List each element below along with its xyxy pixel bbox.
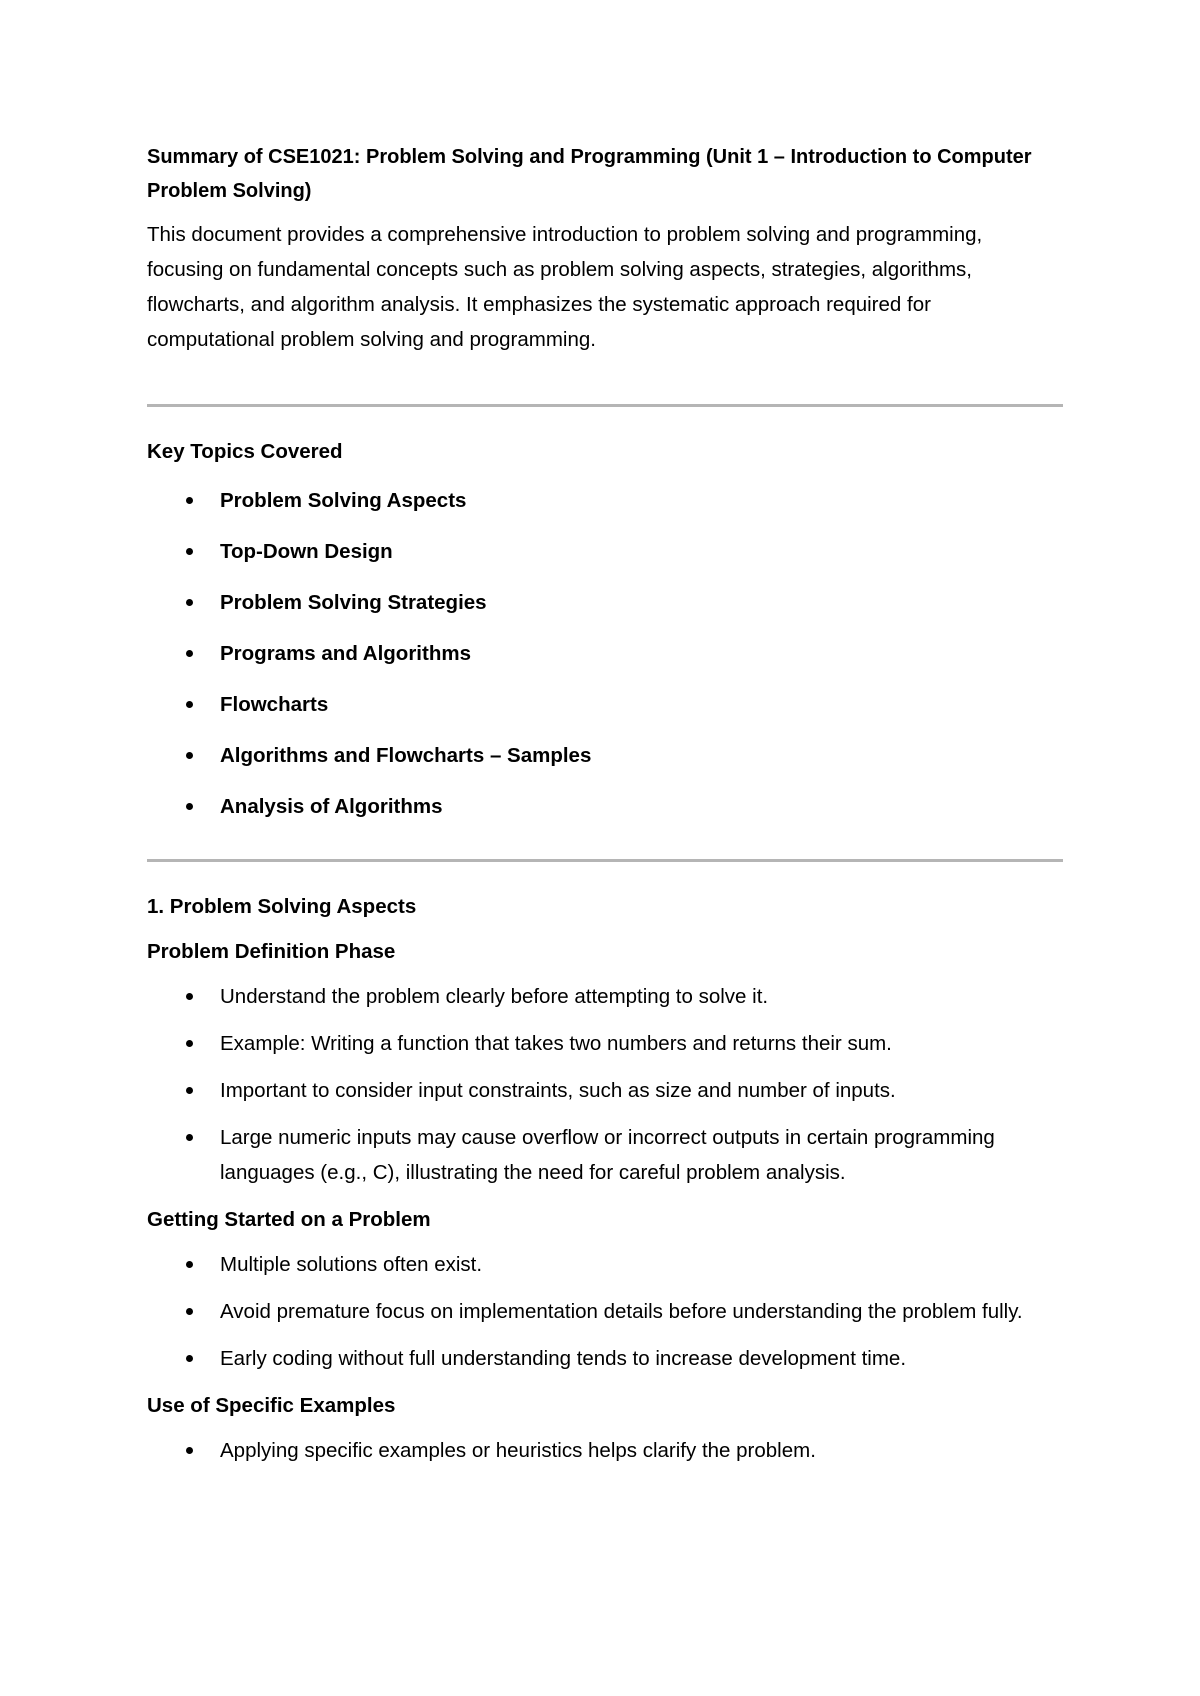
section-heading: 1. Problem Solving Aspects bbox=[147, 895, 417, 918]
list-item: Problem Solving Aspects bbox=[147, 483, 1063, 518]
subsection-heading: Getting Started on a Problem bbox=[147, 1208, 431, 1231]
key-topics-heading: Key Topics Covered bbox=[147, 440, 343, 463]
list-item: Programs and Algorithms bbox=[147, 636, 1063, 671]
bullet-list bbox=[147, 979, 1063, 1190]
document-page bbox=[147, 140, 1063, 1468]
list-item: Early coding without full understanding tends to increase development time. bbox=[147, 1341, 1063, 1376]
section-divider bbox=[147, 859, 1063, 862]
list-item: Example: Writing a function that takes two numbers and returns their sum. bbox=[147, 1026, 1063, 1061]
subsection-heading: Problem Definition Phase bbox=[147, 940, 396, 963]
list-item: Top-Down Design bbox=[147, 534, 1063, 569]
list-item: Algorithms and Flowcharts – Samples bbox=[147, 738, 1063, 773]
bullet-list bbox=[147, 1433, 1063, 1468]
key-topics-list bbox=[147, 483, 1063, 824]
bullet-list bbox=[147, 1247, 1063, 1376]
list-item: Large numeric inputs may cause overflow or incorrect outputs in certain programming languages (e.g., C), illustrating the need for careful problem analysis. bbox=[147, 1120, 1063, 1190]
section-divider bbox=[147, 404, 1063, 407]
list-item: Understand the problem clearly before attempting to solve it. bbox=[147, 979, 1063, 1014]
list-item: Flowcharts bbox=[147, 687, 1063, 722]
list-item: Problem Solving Strategies bbox=[147, 585, 1063, 620]
list-item: Avoid premature focus on implementation details before understanding the problem fully. bbox=[147, 1294, 1063, 1329]
document-title: Summary of CSE1021: Problem Solving and Programming (Unit 1 – Introduction to Computer Problem Solving) bbox=[147, 146, 1032, 202]
subsection-heading: Use of Specific Examples bbox=[147, 1394, 396, 1417]
list-item: Analysis of Algorithms bbox=[147, 789, 1063, 824]
list-item: Applying specific examples or heuristics helps clarify the problem. bbox=[147, 1433, 1063, 1468]
list-item: Important to consider input constraints, such as size and number of inputs. bbox=[147, 1073, 1063, 1108]
list-item: Multiple solutions often exist. bbox=[147, 1247, 1063, 1282]
intro-paragraph: This document provides a comprehensive introduction to problem solving and programming, focusing on fundamental concepts such as problem solving aspects, strategies, algorithms, flowcharts, and algorithm analysis. It emphasizes the systematic approach required for computational problem solving and programming. bbox=[147, 223, 983, 351]
